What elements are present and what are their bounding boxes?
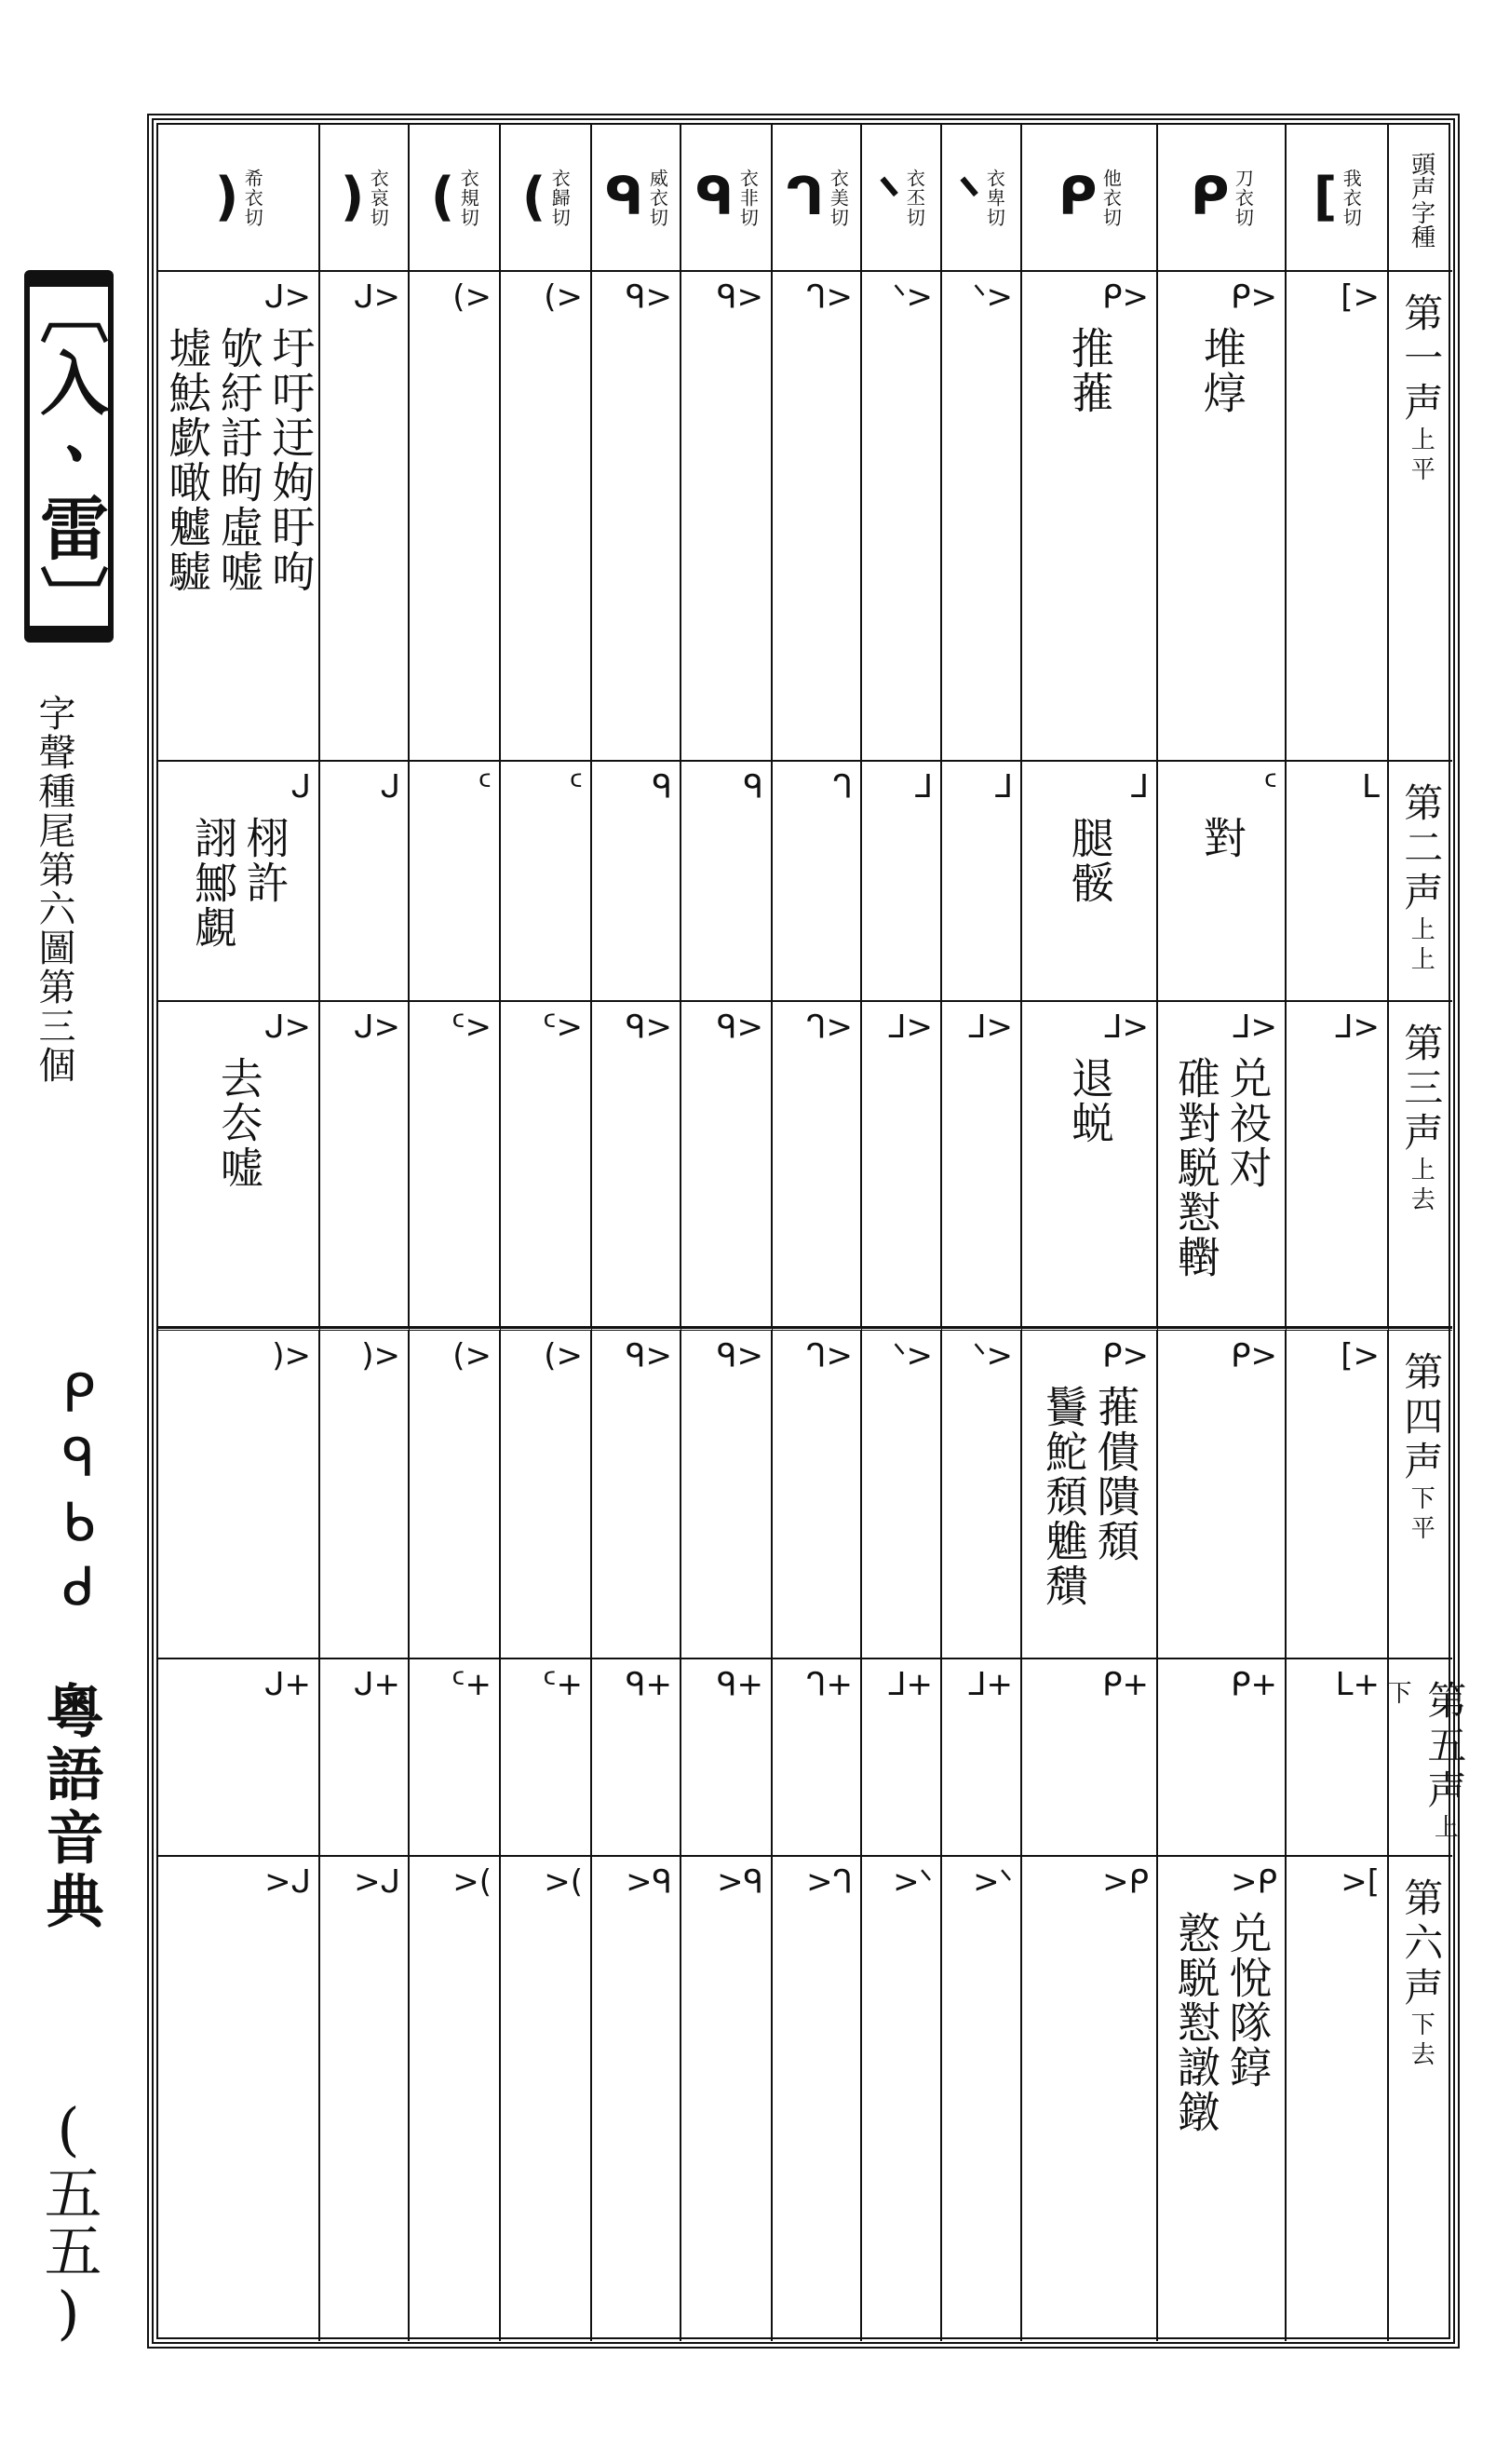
tone-sublabel: 上下 <box>1383 1680 1459 1844</box>
cell-characters <box>1162 326 1281 754</box>
tone-mark: ᑫ> <box>626 1337 672 1374</box>
tone-mark: ᑫ+ <box>626 1666 672 1703</box>
column-symbol: ᑫ <box>604 167 644 227</box>
tone-mark: ᐠ> <box>893 1337 933 1374</box>
character-column: 碓對駾懟轛 <box>1171 1056 1221 1279</box>
table-cell <box>1287 1002 1389 1328</box>
column-header <box>1022 125 1158 272</box>
cell-characters <box>162 816 315 995</box>
tone-mark: ᒧ <box>993 768 1013 806</box>
tone-mark: ᑭ+ <box>1102 1666 1149 1703</box>
tone-header <box>1389 1328 1452 1659</box>
tone-mark: ᑫ> <box>626 1009 672 1046</box>
table-cell <box>410 1002 501 1328</box>
tone-mark: >ᑫ <box>626 1863 672 1901</box>
column-header <box>592 125 681 272</box>
tone-mark: ᑭ> <box>1102 278 1149 316</box>
tone-mark: ᑫ> <box>717 1337 763 1374</box>
table-cell <box>942 1328 1022 1659</box>
table-cell <box>862 762 942 1002</box>
table-cell <box>501 1328 592 1659</box>
character-column: 對 <box>1196 816 1247 860</box>
column-symbol: ᐠ <box>958 167 981 227</box>
table-cell <box>862 1328 942 1659</box>
corner-header <box>1389 125 1452 272</box>
table-cell <box>1158 1002 1287 1328</box>
tone-label: 第三声上去 <box>1398 1022 1445 1216</box>
table-cell <box>320 1659 410 1857</box>
table-cell <box>320 1002 410 1328</box>
character-column: 栩許 <box>239 816 290 905</box>
tone-mark: ᒧ> <box>966 1009 1013 1046</box>
table-cell <box>681 762 773 1002</box>
table-cell <box>501 1002 592 1328</box>
column-symbol: ᑭ <box>1058 167 1098 227</box>
character-column: 圩吁迂姁盱呴 <box>265 326 317 594</box>
tone-mark: ᒧ> <box>1102 1009 1149 1046</box>
table-cell <box>862 1857 942 2341</box>
tone-sublabel: 上平 <box>1407 426 1435 486</box>
column-header <box>1158 125 1287 272</box>
table-cell <box>320 1857 410 2341</box>
character-column: 堆焞 <box>1196 326 1247 415</box>
tone-label: 第一声上平 <box>1398 292 1445 486</box>
tone-label: 第五声上下 <box>1383 1680 1468 1844</box>
tone-mark: ᒧ> <box>886 1009 933 1046</box>
tone-mark: ᑦ <box>569 768 583 806</box>
tone-mark: ᒪ+ <box>1335 1666 1380 1703</box>
table-cell <box>1158 762 1287 1002</box>
table-cell <box>410 1659 501 1857</box>
column-header <box>158 125 320 272</box>
table-cell <box>681 272 773 762</box>
tone-mark: ᒧ+ <box>966 1666 1013 1703</box>
tone-mark: >ᒍ <box>264 1863 311 1901</box>
tone-mark: )> <box>272 1337 311 1374</box>
column-label: 他衣切 <box>1099 168 1123 227</box>
tone-mark: (> <box>544 1337 583 1374</box>
column-label: 衣非切 <box>736 168 760 227</box>
table-subtitle: 字聲種尾第六圖第三個 <box>33 694 75 1085</box>
table-cell <box>158 1002 320 1328</box>
table-cell <box>773 1328 862 1659</box>
table-cell <box>1158 1659 1287 1857</box>
tone-header <box>1389 1857 1452 2341</box>
column-header <box>681 125 773 272</box>
table-cell <box>410 1857 501 2341</box>
cell-characters <box>162 326 315 754</box>
table-cell <box>1158 1328 1287 1659</box>
character-column: 䰎鮀頹魋穨 <box>1039 1385 1089 1608</box>
tone-mark: ᒍ <box>290 768 311 806</box>
tone-sublabel: 上上 <box>1407 916 1435 976</box>
tone-mark: ᒧ> <box>1333 1009 1380 1046</box>
table-cell <box>158 1659 320 1857</box>
tone-mark: (> <box>544 278 583 316</box>
tone-mark: ᑫ> <box>626 278 672 316</box>
tone-mark: ᐠ> <box>973 1337 1013 1374</box>
character-column: 欨紆訏昫虛嘘 <box>213 326 264 594</box>
table-cell <box>862 1659 942 1857</box>
table-cell <box>158 272 320 762</box>
column-label: 衣規切 <box>457 168 480 227</box>
tone-mark: ᒧ+ <box>886 1666 933 1703</box>
tone-mark: ᒍ> <box>354 278 400 316</box>
character-column: 腿骽 <box>1064 816 1115 905</box>
table-cell <box>592 1659 681 1857</box>
tone-mark: ᑦ+ <box>542 1666 583 1703</box>
tone-label: 第六声下去 <box>1398 1877 1445 2071</box>
tone-mark: ᒍ <box>380 768 400 806</box>
column-header <box>862 125 942 272</box>
table-cell <box>592 1857 681 2341</box>
tone-mark: ᒧ <box>1129 768 1149 806</box>
tone-mark: ᑦ <box>1263 768 1277 806</box>
column-label: 衣哀切 <box>367 168 390 227</box>
section-tab-label: 〔入ㆍ雷〕 <box>29 275 109 638</box>
table-cell <box>592 1002 681 1328</box>
table-cell <box>1287 1328 1389 1659</box>
tone-mark: (> <box>452 278 492 316</box>
section-tab <box>24 270 114 643</box>
table-cell <box>158 1328 320 1659</box>
tone-mark: >[ <box>1341 1863 1380 1901</box>
column-header <box>410 125 501 272</box>
tone-mark: ᑭ> <box>1231 1337 1277 1374</box>
table-cell <box>942 762 1022 1002</box>
column-label: 希衣切 <box>241 168 264 227</box>
column-label: 衣歸切 <box>548 168 572 227</box>
column-header <box>1287 125 1389 272</box>
table-cell <box>1022 1328 1158 1659</box>
table-cell <box>942 272 1022 762</box>
tone-mark: ᑦ+ <box>451 1666 492 1703</box>
tone-mark: ᒉ> <box>806 278 853 316</box>
column-label: 衣美切 <box>827 168 850 227</box>
column-symbol: ) <box>214 167 239 227</box>
tone-header <box>1389 762 1452 1002</box>
cell-characters <box>1026 1385 1152 1652</box>
tone-mark: >ᑫ <box>717 1863 763 1901</box>
table-cell <box>501 272 592 762</box>
tone-mark: ᒧ <box>913 768 933 806</box>
sound-glyphs: ᑭᑫᑲᑯ <box>48 1364 109 1621</box>
book-title: 粵語音典 <box>36 1681 104 1934</box>
column-symbol: ) <box>340 167 365 227</box>
cell-characters <box>1162 1056 1281 1320</box>
tone-mark: [> <box>1341 278 1380 316</box>
tone-mark: ᐠ> <box>893 278 933 316</box>
table-cell <box>942 1659 1022 1857</box>
table-cell <box>501 762 592 1002</box>
tone-mark: ᑭ+ <box>1231 1666 1277 1703</box>
table-cell <box>862 1002 942 1328</box>
column-symbol: ( <box>430 167 455 227</box>
cell-characters <box>1162 816 1281 995</box>
tone-mark: ᑫ <box>743 768 763 806</box>
table-cell <box>1022 1857 1158 2341</box>
tone-mark: ᑦ> <box>451 1009 492 1046</box>
table-cell <box>1022 272 1158 762</box>
tone-mark: ᑭ> <box>1102 1337 1149 1374</box>
table-cell <box>501 1857 592 2341</box>
table-cell <box>1287 1857 1389 2341</box>
table-cell <box>501 1659 592 1857</box>
tone-mark: ᒍ+ <box>354 1666 400 1703</box>
table-cell <box>410 762 501 1002</box>
tone-mark: ᒧ> <box>1231 1009 1277 1046</box>
column-label: 我衣切 <box>1340 168 1363 227</box>
tone-mark: ᑫ> <box>717 278 763 316</box>
cell-characters <box>1026 1056 1152 1320</box>
tone-mark: ᒍ> <box>354 1009 400 1046</box>
character-column: 兑悅隊錞 <box>1222 1911 1274 2090</box>
character-column: 推蓷 <box>1064 326 1115 415</box>
table-cell <box>773 762 862 1002</box>
character-column: 退蜕 <box>1064 1056 1115 1145</box>
column-label: 威衣切 <box>646 168 669 227</box>
tone-mark: >( <box>544 1863 583 1901</box>
character-column: 詡鄦覷 <box>188 816 238 950</box>
table-cell <box>320 272 410 762</box>
table-cell <box>773 1659 862 1857</box>
cell-characters <box>1026 816 1152 995</box>
tone-sublabel: 上去 <box>1407 1157 1435 1216</box>
column-symbol: [ <box>1313 167 1338 227</box>
tone-mark: ᑦ <box>478 768 492 806</box>
tone-header <box>1383 1659 1468 1857</box>
table-cell <box>320 1328 410 1659</box>
column-header <box>320 125 410 272</box>
table-cell <box>681 1002 773 1328</box>
tone-mark: >( <box>452 1863 492 1901</box>
table-cell <box>942 1002 1022 1328</box>
table-cell <box>410 272 501 762</box>
page-number: (五五) <box>34 2095 102 2347</box>
column-label: 衣丕切 <box>903 168 926 227</box>
table-cell <box>592 1328 681 1659</box>
table-cell <box>1022 1002 1158 1328</box>
tone-mark: )> <box>361 1337 400 1374</box>
corner-header-label: 頭声字種 <box>1407 152 1435 249</box>
tone-mark: ᑭ> <box>1231 278 1277 316</box>
rhyme-table <box>156 123 1468 2339</box>
table-cell <box>592 762 681 1002</box>
tone-mark: >ᒉ <box>806 1863 853 1901</box>
table-cell <box>681 1328 773 1659</box>
tone-header <box>1389 272 1452 762</box>
column-symbol: ᒉ <box>785 167 825 227</box>
table-cell <box>681 1659 773 1857</box>
table-cell <box>320 762 410 1002</box>
column-label: 衣卑切 <box>983 168 1006 227</box>
column-symbol: ᑫ <box>694 167 735 227</box>
tone-label: 第四声下平 <box>1398 1351 1445 1545</box>
table-cell <box>773 1857 862 2341</box>
tone-mark: ᒍ> <box>264 278 311 316</box>
tone-sublabel: 下去 <box>1407 2011 1435 2071</box>
character-column: 蓷僓隤頹 <box>1090 1385 1141 1564</box>
tone-mark: ᑫ+ <box>717 1666 763 1703</box>
column-symbol: ( <box>521 167 546 227</box>
tone-mark: ᒉ <box>832 768 853 806</box>
tone-mark: ᒍ> <box>264 1009 311 1046</box>
tone-header <box>1389 1002 1452 1328</box>
cell-characters <box>1162 1911 1281 2335</box>
character-column: 墟魼歔噉魖驉 <box>162 326 213 594</box>
character-column: 去厺嘘 <box>213 1056 264 1190</box>
column-header <box>501 125 592 272</box>
tone-mark: ᑫ <box>652 768 672 806</box>
tone-mark: ᒉ+ <box>806 1666 853 1703</box>
cell-characters <box>162 1056 315 1320</box>
table-cell <box>942 1857 1022 2341</box>
tone-mark: >ᐠ <box>893 1863 933 1901</box>
table-cell <box>158 1857 320 2341</box>
column-header <box>773 125 862 272</box>
table-cell <box>862 272 942 762</box>
character-column: 憝駾懟譈鐓 <box>1171 1911 1221 2134</box>
column-symbol: ᑭ <box>1190 167 1230 227</box>
page-margin <box>0 0 140 2464</box>
tone-mark: ᒉ> <box>806 1009 853 1046</box>
table-cell <box>773 1002 862 1328</box>
tone-label: 第二声上上 <box>1398 782 1445 976</box>
tone-mark: >ᒍ <box>354 1863 400 1901</box>
tone-mark: ᑦ> <box>542 1009 583 1046</box>
tone-mark: [> <box>1341 1337 1380 1374</box>
table-cell <box>773 272 862 762</box>
column-symbol: ᐠ <box>878 167 901 227</box>
table-cell <box>1022 1659 1158 1857</box>
table-cell <box>592 272 681 762</box>
tone-mark: >ᑭ <box>1102 1863 1149 1901</box>
table-cell <box>1022 762 1158 1002</box>
table-cell <box>1158 272 1287 762</box>
tone-mark: >ᐠ <box>973 1863 1013 1901</box>
table-cell <box>681 1857 773 2341</box>
table-cell <box>158 762 320 1002</box>
column-header <box>942 125 1022 272</box>
character-column: 兑祋对 <box>1222 1056 1274 1190</box>
tone-sublabel: 下平 <box>1407 1485 1435 1545</box>
tone-mark: ᒍ+ <box>264 1666 311 1703</box>
table-cell <box>410 1328 501 1659</box>
tone-mark: ᒉ> <box>806 1337 853 1374</box>
tone-mark: ᐠ> <box>973 278 1013 316</box>
tone-mark: (> <box>452 1337 492 1374</box>
table-cell <box>1287 762 1389 1002</box>
cell-characters <box>1026 326 1152 754</box>
table-cell <box>1287 272 1389 762</box>
tone-mark: >ᑭ <box>1231 1863 1277 1901</box>
tone-mark: ᒪ <box>1362 768 1380 806</box>
tone-mark: ᑫ> <box>717 1009 763 1046</box>
column-label: 刀衣切 <box>1232 168 1255 227</box>
table-cell <box>1158 1857 1287 2341</box>
